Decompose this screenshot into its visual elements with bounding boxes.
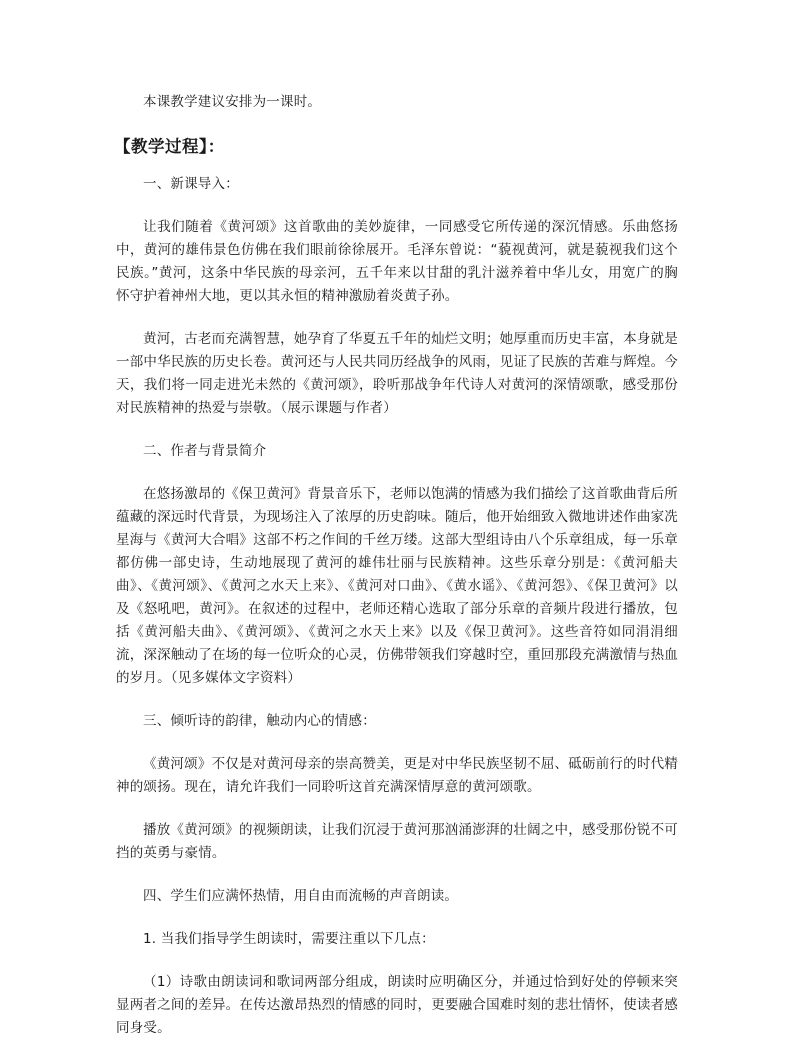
section-2-paragraph-1: 在悠扬激昂的《保卫黄河》背景音乐下，老师以饱满的情感为我们描绘了这首歌曲背后所蕴藏的深远时代背景，为现场注入了浓厚的历史韵味。随后，他开始细致入微地讲述作曲家冼星海与《黄河大合唱》这部不朽之作间的千丝万缕。这部大型组诗由八个乐章组成，每一乐章都仿佛一部史诗，生动地展现了黄河的雄伟壮丽与民族精神。这些乐章分别是：《黄河船夫曲》、《黄河颂》、《黄河之水天上来》、《黄河对口曲》、《黄水谣》、《黄河怨》、《保卫黄河》以及《怒吼吧，黄河》。在叙述的过程中，老师还精心选取了部分乐章的音频片段进行播放，包括《黄河船夫曲》、《黄河颂》、《黄河之水天上来》以及《保卫黄河》。这些音符如同涓涓细流，深深触动了在场的每一位听众的心灵，仿佛带领我们穿越时空，重回那段充满激情与热血的岁月。（见多媒体文字资料） <box>116 486 678 686</box>
section-3-title: 三、倾听诗的韵律，触动内心的情感： <box>143 713 376 729</box>
teaching-process-heading: 【教学过程】： <box>114 137 225 156</box>
section-2-title: 二、作者与背景简介 <box>143 443 267 459</box>
intro-line: 本课教学建议安排为一课时。 <box>143 94 322 110</box>
document-body <box>116 91 678 1040</box>
section-4-item-1-1: （1）诗歌由朗读词和歌词两部分组成，朗读时应明确区分，并通过恰到好处的停顿来突显两者之间的差异。在传达激昂热烈的情感的同时，更要融合国难时刻的悲壮情怀，使读者感同身受。 <box>116 974 678 1036</box>
section-4-title: 四、学生们应满怀热情，用自由而流畅的声音朗读。 <box>143 888 459 904</box>
section-3-paragraph-1: 《黄河颂》不仅是对黄河母亲的崇高赞美，更是对中华民族坚韧不屈、砥砺前行的时代精神的颂扬。现在，请允许我们一同聆听这首充满深情厚意的黄河颂歌。 <box>116 756 678 795</box>
section-1-title: 一、新课导入： <box>143 176 239 192</box>
section-1-paragraph-2: 黄河，古老而充满智慧，她孕育了华夏五千年的灿烂文明；她厚重而历史丰富，本身就是一部中华民族的历史长卷。黄河还与人民共同历经战争的风雨，见证了民族的苦难与辉煌。今天，我们将一同走进光未然的《黄河颂》，聆听那战争年代诗人对黄河的深情颂歌，感受那份对民族精神的热爱与崇敬。（展示课题与作者） <box>116 331 678 416</box>
section-4-item-1: 1. 当我们指导学生朗读时，需要注重以下几点： <box>143 931 435 947</box>
section-1-paragraph-1: 让我们随着《黄河颂》这首歌曲的美妙旋律，一同感受它所传递的深沉情感。乐曲悠扬中，黄河的雄伟景色仿佛在我们眼前徐徐展开。毛泽东曾说：“藐视黄河，就是藐视我们这个民族。”黄河，这条中华民族的母亲河，五千年来以甘甜的乳汁滋养着中华儿女，用宽广的胸怀守护着神州大地，更以其永恒的精神激励着炎黄子孙。 <box>116 219 678 304</box>
section-3-paragraph-2: 播放《黄河颂》的视频朗读，让我们沉浸于黄河那汹涌澎湃的壮阔之中，感受那份锐不可挡的英勇与豪情。 <box>116 822 678 861</box>
